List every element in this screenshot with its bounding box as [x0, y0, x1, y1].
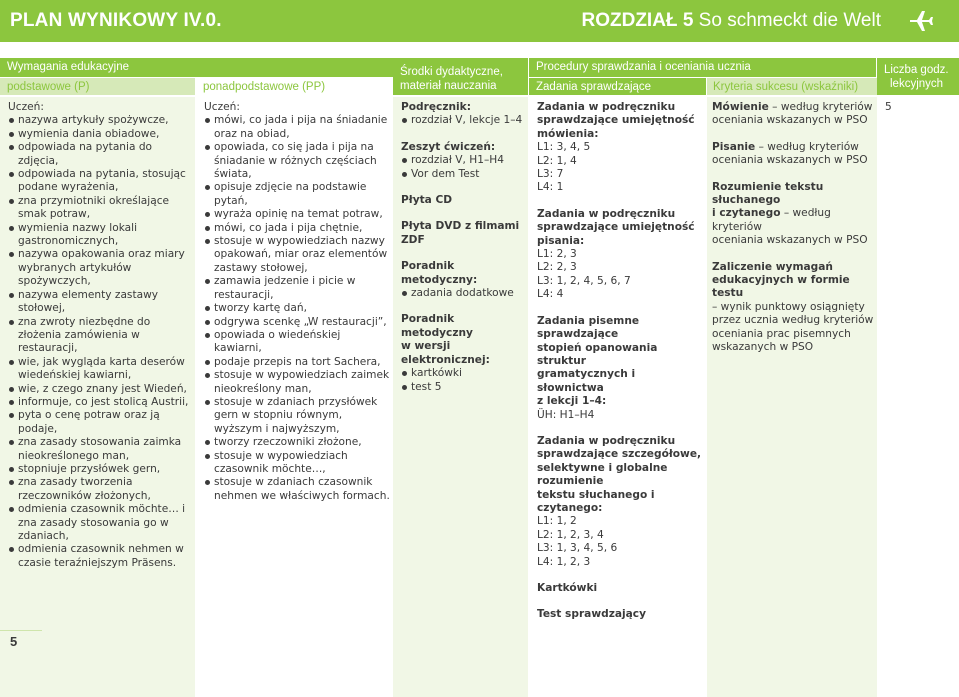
- srodki-poradnik2-list: [401, 367, 528, 394]
- srodki-plyta-cd: Płyta CD: [401, 194, 453, 207]
- col-pp-intro: Uczeń:: [204, 101, 240, 113]
- list-item: rozdział V, H1–H4: [401, 154, 528, 167]
- column-zadania: [537, 101, 705, 622]
- list-item: nazywa elementy zastawy stołowej,: [8, 289, 190, 316]
- zad-mow-h1: Zadania w podręczniku: [537, 101, 676, 113]
- zad-sel-h2: sprawdzające szczegółowe,: [537, 448, 702, 461]
- page-number: 5: [10, 634, 18, 649]
- kry-roz-t1: – według kryteriów: [712, 207, 831, 233]
- zad-pis-val: L4: 4: [537, 288, 564, 301]
- header-srodki: [393, 58, 528, 95]
- srodki-zeszyt-list: [401, 154, 528, 181]
- list-item: zna przymiotniki określające smak potraw,: [8, 195, 190, 222]
- list-item: informuje, co jest stolicą Austrii,: [8, 396, 190, 409]
- list-item: wymienia nazwy lokali gastronomicznych,: [8, 222, 190, 249]
- zad-mow-h3: mówienia:: [537, 127, 599, 140]
- header-srodki-line1: Środki dydaktyczne,: [400, 66, 503, 78]
- kry-roz-b1: Rozumienie tekstu słuchanego: [712, 180, 824, 207]
- kry-mow-t1: – według kryteriów: [768, 101, 873, 113]
- column-podstawowe: [8, 101, 190, 570]
- header-liczba-line2: lekcyjnych: [890, 78, 944, 90]
- list-item: stosuje w zdaniach czasownik nehmen we właściwych formach.: [204, 476, 390, 503]
- list-item: stosuje w wypowiedziach czasownik möchte…,: [204, 450, 390, 477]
- column-ponadpodstawowe: [204, 101, 390, 503]
- zad-gram-h2: stopień opanowania struktur: [537, 341, 658, 367]
- header-zadania: Zadania sprawdzające: [529, 78, 706, 95]
- zad-pis-val: L1: 2, 3: [537, 248, 577, 261]
- col-p-intro: Uczeń:: [8, 101, 44, 113]
- zad-gram-h1: Zadania pisemne sprawdzające: [537, 314, 640, 341]
- kry-zal-t: wskazanych w PSO: [712, 341, 814, 354]
- kry-zal-b2: edukacyjnych w formie testu: [712, 274, 850, 300]
- list-item: opowiada o wiedeńskiej kawiarni,: [204, 329, 390, 356]
- zad-pis-val: L3: 1, 2, 4, 5, 6, 7: [537, 274, 631, 287]
- list-item: podaje przepis na tort Sachera,: [204, 356, 390, 369]
- header-wymagania: Wymagania edukacyjne: [0, 58, 393, 77]
- kry-mow-t2: oceniania wskazanych w PSO: [712, 114, 868, 127]
- list-item: zadania dodatkowe: [401, 287, 528, 300]
- list-item: nazywa opakowania oraz miary wybranych artykułów spożywczych,: [8, 248, 190, 288]
- list-item: stosuje w wypowiedziach nazwy opakowań, miar oraz elementów zastawy stołowej,: [204, 235, 390, 275]
- kry-pis-t2: oceniania wskazanych w PSO: [712, 154, 868, 167]
- list-item: odmienia czasownik möchte… i zna zasady stosowania go w zdaniach,: [8, 503, 190, 543]
- header-podstawowe: podstawowe (P): [0, 78, 195, 95]
- chapter-name: So schmeckt die Welt: [698, 10, 881, 31]
- column-srodki: [401, 101, 528, 394]
- zad-sel-val: L4: 1, 2, 3: [537, 555, 591, 568]
- list-item: mówi, co jada i pija chętnie,: [204, 222, 390, 235]
- zad-kartkowki: Kartkówki: [537, 582, 598, 594]
- header-liczba-line1: Liczba godz.: [884, 64, 949, 76]
- header-kryteria: Kryteria sukcesu (wskaźniki): [707, 78, 877, 95]
- list-item: zna zwroty niezbędne do złożenia zamówienia w restauracji,: [8, 316, 190, 356]
- airplane-icon: [907, 7, 935, 35]
- kry-roz-line2: [712, 207, 877, 234]
- zad-pis-h3: pisania:: [537, 234, 585, 247]
- col-pp-list: [204, 114, 390, 503]
- header-ponadpodstawowe: ponadpodstawowe (PP): [196, 78, 393, 95]
- kry-pis-line1: [712, 141, 877, 154]
- zad-sel-h4: tekstu słuchanego i czytanego:: [537, 488, 655, 514]
- kry-roz-b2: i czytanego: [712, 207, 781, 220]
- header-srodki-line2: materiał nauczania: [400, 80, 497, 92]
- kry-zal-t: przez ucznia według kryteriów: [712, 314, 874, 327]
- page-number-rule: [0, 630, 42, 631]
- kry-roz-t2: oceniania wskazanych w PSO: [712, 234, 868, 247]
- list-item: Vor dem Test: [401, 168, 528, 181]
- kry-zal-t: oceniania prac pisemnych: [712, 327, 851, 340]
- kry-pis-bold: Pisanie: [712, 140, 756, 153]
- list-item: tworzy rzeczowniki złożone,: [204, 436, 390, 449]
- list-item: mówi, co jada i pija na śniadanie oraz na obiad,: [204, 114, 390, 141]
- kry-zal-b1: Zaliczenie wymagań: [712, 260, 833, 273]
- zad-mow-val: L3: 7: [537, 168, 564, 181]
- zad-gram-val: ÜH: H1–H4: [537, 408, 595, 421]
- col-p-list: [8, 114, 190, 570]
- list-item: zamawia jedzenie i picie w restauracji,: [204, 275, 390, 302]
- zad-sel-val: L1: 1, 2: [537, 515, 577, 528]
- zad-pis-h2: sprawdzające umiejętność: [537, 221, 695, 234]
- list-item: kartkówki: [401, 367, 528, 380]
- zad-pis-h1: Zadania w podręczniku: [537, 207, 676, 220]
- list-item: odmienia czasownik nehmen w czasie teraźniejszym Präsens.: [8, 543, 190, 570]
- list-item: wie, z czego znany jest Wiedeń,: [8, 383, 190, 396]
- header-procedury: Procedury sprawdzania i oceniania ucznia: [529, 58, 876, 77]
- zad-pis-val: L2: 2, 3: [537, 261, 577, 274]
- list-item: tworzy kartę dań,: [204, 302, 390, 315]
- chapter-title: [582, 10, 882, 32]
- kry-zal-t: – wynik punktowy osiągnięty: [712, 300, 865, 313]
- zad-mow-val: L1: 3, 4, 5: [537, 141, 591, 154]
- list-item: zna zasady tworzenia rzeczowników złożonych,: [8, 476, 190, 503]
- kry-mow-bold: Mówienie: [712, 101, 769, 113]
- zad-mow-val: L4: 1: [537, 181, 564, 194]
- srodki-zeszyt: Zeszyt ćwiczeń:: [401, 140, 496, 153]
- list-item: stopniuje przysłówek gern,: [8, 463, 190, 476]
- zad-gram-h4: z lekcji 1–4:: [537, 395, 607, 408]
- plan-title: PLAN WYNIKOWY IV.0.: [10, 10, 222, 31]
- srodki-poradnik-list: [401, 287, 528, 300]
- srodki-poradnik2-line2: w wersji elektronicznej:: [401, 340, 490, 366]
- list-item: opowiada, co się jada i pija na śniadanie w różnych częściach świata,: [204, 141, 390, 181]
- srodki-podrecznik-list: [401, 114, 528, 127]
- list-item: nazywa artykuły spożywcze,: [8, 114, 190, 127]
- srodki-plyta-dvd: Płyta DVD z filmami ZDF: [401, 220, 520, 246]
- list-item: wie, jak wygląda karta deserów wiedeńskiej kawiarni,: [8, 356, 190, 383]
- list-item: odgrywa scenkę „W restauracji”,: [204, 316, 390, 329]
- list-item: odpowiada na pytania do zdjęcia,: [8, 141, 190, 168]
- title-bar: [0, 0, 959, 42]
- zad-sel-h1: Zadania w podręczniku: [537, 434, 676, 447]
- zad-sel-h3: selektywne i globalne rozumienie: [537, 461, 668, 488]
- column-liczba: [885, 101, 945, 114]
- srodki-podrecznik: Podręcznik:: [401, 101, 471, 113]
- list-item: stosuje w zdaniach przysłówek gern w stopniu równym, wyższym i najwyższym,: [204, 396, 390, 436]
- srodki-poradnik2-line1: Poradnik metodyczny: [401, 313, 473, 339]
- zad-sel-val: L3: 1, 3, 4, 5, 6: [537, 542, 618, 555]
- list-item: pyta o cenę potraw oraz ją podaje,: [8, 409, 190, 436]
- column-kryteria: [712, 101, 877, 355]
- zad-sel-val: L2: 1, 2, 3, 4: [537, 528, 604, 541]
- list-item: rozdział V, lekcje 1–4: [401, 114, 528, 127]
- list-item: odpowiada na pytania, stosując podane wyrażenia,: [8, 168, 190, 195]
- list-item: stosuje w wypowiedziach zaimek nieokreślony man,: [204, 369, 390, 396]
- srodki-poradnik: Poradnik metodyczny:: [401, 260, 478, 286]
- list-item: wyraża opinię na temat potraw,: [204, 208, 390, 221]
- list-item: zna zasady stosowania zaimka nieokreślonego man,: [8, 436, 190, 463]
- kry-pis-t1: – według kryteriów: [755, 140, 859, 153]
- zad-test: Test sprawdzający: [537, 608, 646, 621]
- kry-mow-line1: [712, 101, 877, 114]
- zad-gram-h3: gramatycznych i słownictwa: [537, 368, 636, 394]
- list-item: wymienia dania obiadowe,: [8, 128, 190, 141]
- list-item: opisuje zdjęcie na podstawie pytań,: [204, 181, 390, 208]
- chapter-number: ROZDZIAŁ 5: [581, 10, 694, 31]
- header-liczba: [877, 58, 959, 95]
- zad-mow-val: L2: 1, 4: [537, 154, 577, 167]
- zad-mow-h2: sprawdzające umiejętność: [537, 114, 695, 127]
- list-item: test 5: [401, 381, 528, 394]
- liczba-value: 5: [885, 101, 892, 113]
